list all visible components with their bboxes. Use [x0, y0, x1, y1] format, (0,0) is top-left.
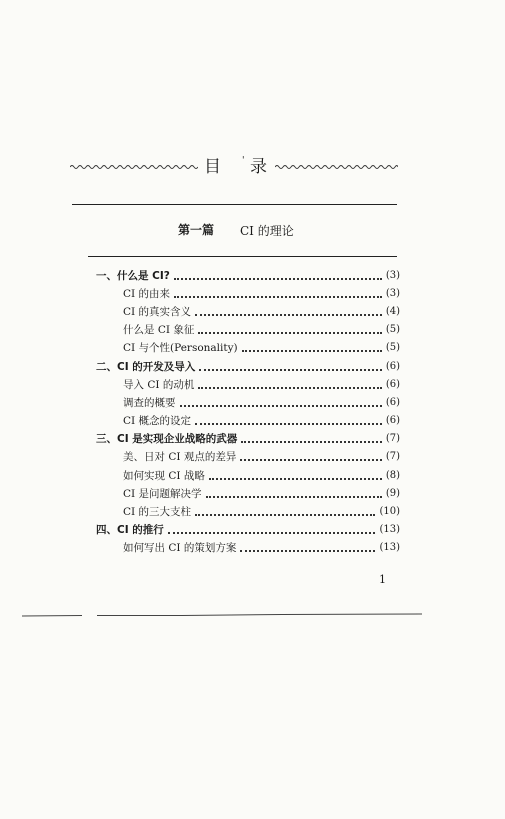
dot-leader [174, 295, 382, 298]
toc-entry-label: CI 概念的设定 [123, 415, 192, 428]
toc-entry-label: 调查的概要 [123, 396, 176, 409]
dot-leader [199, 368, 382, 371]
toc-entry-page: (8) [385, 469, 400, 481]
dot-leader [240, 458, 381, 461]
toc-entry [96, 521, 400, 539]
toc-entry [96, 302, 400, 320]
dot-leader [241, 440, 382, 443]
toc-entry [96, 375, 400, 393]
toc-entry [96, 284, 400, 302]
toc-entry-page: (13) [379, 542, 400, 554]
toc-entry-page: (4) [385, 305, 400, 317]
toc-entry [96, 357, 400, 375]
heading-char-mu: 目 [204, 157, 221, 177]
toc-entry-label: 如何写出 CI 的策划方案 [123, 542, 237, 555]
wavy-rule-left [70, 164, 198, 170]
toc-entry-label: 二、CI 的开发及导入 [96, 360, 196, 373]
toc-entry-page: (5) [385, 342, 400, 354]
dot-leader [195, 422, 382, 425]
toc-entry [96, 430, 400, 448]
wavy-rule-right [275, 164, 398, 170]
dot-leader [206, 495, 382, 498]
toc-heading [70, 156, 398, 178]
top-rule [72, 204, 397, 205]
toc-entry-page: (6) [385, 396, 400, 408]
dot-leader [195, 513, 375, 516]
dot-leader [209, 477, 382, 480]
toc-entry-page: (10) [379, 506, 400, 518]
toc-entry-label: CI 的真实含义 [123, 305, 192, 318]
part-subtitle: CI 的理论 [240, 224, 294, 238]
section-rule [88, 256, 397, 257]
toc-entry-label: 三、CI 是实现企业战略的武器 [96, 433, 238, 446]
toc-entry-page: (7) [385, 451, 400, 463]
toc-entry-label: 什么是 CI 象征 [123, 324, 195, 337]
toc-entry-label: CI 的三大支柱 [123, 506, 192, 519]
dot-leader [242, 349, 382, 352]
heading-mark: ' [242, 156, 245, 166]
toc-entry [96, 466, 400, 484]
dot-leader [168, 531, 376, 534]
toc-entry-page: (13) [379, 524, 400, 536]
toc-entry [96, 393, 400, 411]
dot-leader [174, 277, 382, 280]
toc-entry-page: (5) [385, 324, 400, 336]
toc-entry [96, 484, 400, 502]
toc-entry-label: CI 与个性(Personality) [123, 342, 238, 355]
bottom-edge-line [22, 612, 422, 618]
toc-entry-page: (3) [385, 287, 400, 299]
toc-list [96, 266, 400, 557]
toc-entry [96, 412, 400, 430]
toc-entry [96, 266, 400, 284]
toc-entry-page: (7) [385, 433, 400, 445]
dot-leader [240, 549, 375, 552]
toc-entry [96, 448, 400, 466]
heading-char-lu: 录 [250, 157, 267, 177]
toc-entry-label: 四、CI 的推行 [96, 524, 164, 537]
toc-entry-label: 导入 CI 的动机 [123, 378, 195, 391]
toc-entry [96, 539, 400, 557]
toc-entry [96, 321, 400, 339]
toc-entry-label: CI 是问题解决学 [123, 487, 202, 500]
toc-entry [96, 502, 400, 520]
toc-entry-page: (6) [385, 378, 400, 390]
toc-entry [96, 339, 400, 357]
dot-leader [198, 386, 381, 389]
toc-entry-label: 如何实现 CI 战略 [123, 469, 205, 482]
toc-entry-label: 一、什么是 CI? [96, 269, 170, 282]
toc-entry-page: (6) [385, 360, 400, 372]
dot-leader [180, 404, 382, 407]
toc-entry-page: (6) [385, 415, 400, 427]
dot-leader [198, 331, 381, 334]
toc-entry-label: CI 的由来 [123, 287, 171, 300]
toc-entry-page: (3) [385, 269, 400, 281]
toc-entry-page: (9) [385, 487, 400, 499]
dot-leader [195, 313, 382, 316]
page-number: 1 [379, 573, 386, 586]
toc-entry-label: 美、日对 CI 观点的差异 [123, 451, 237, 464]
part-title: 第一篇 [178, 223, 215, 237]
